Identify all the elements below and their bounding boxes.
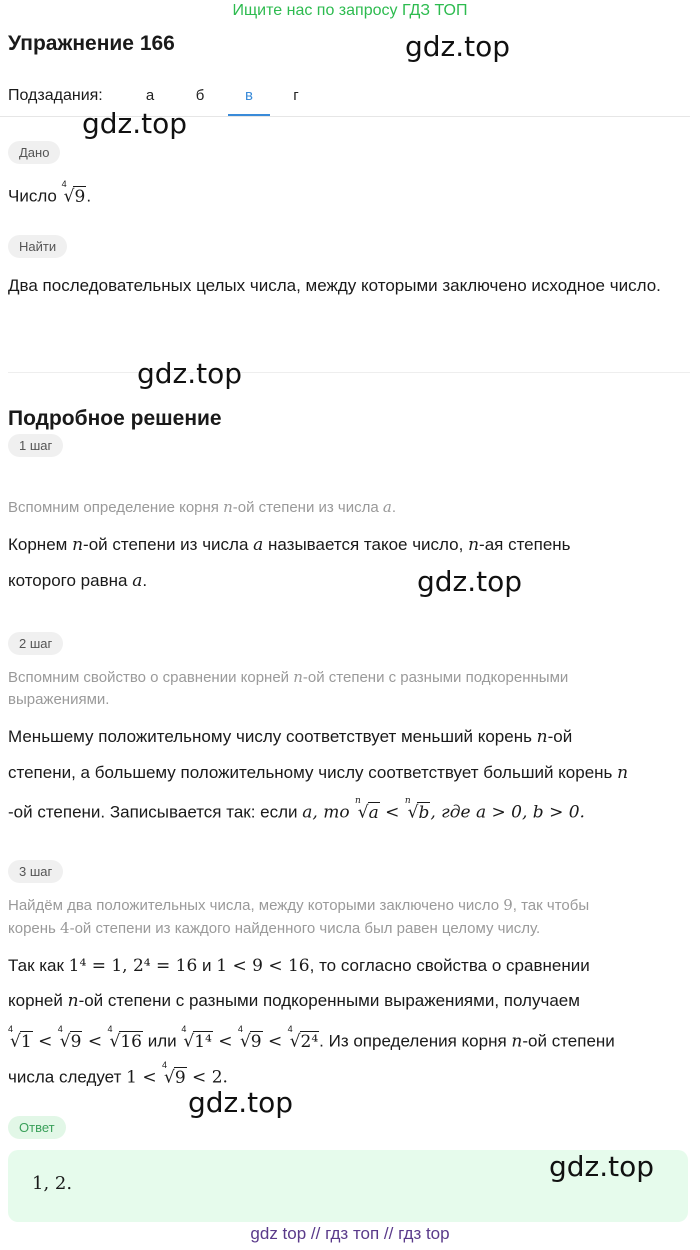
step3-line2: корней n-ой степени с разными подкоренными выражениями, получаем bbox=[8, 991, 580, 1011]
promo-banner[interactable]: Ищите нас по запросу ГДЗ ТОП bbox=[232, 2, 468, 19]
step2-chip: 2 шаг bbox=[8, 632, 63, 655]
footer-links[interactable]: gdz top // гдз топ // гдз top bbox=[250, 1224, 450, 1243]
subtasks-label: Подзадания: bbox=[8, 87, 103, 104]
tab-v[interactable]: в bbox=[245, 87, 253, 104]
step2-hint-1: Вспомним свойство о сравнении корней n-ой степени с разными подкоренными bbox=[8, 668, 569, 686]
find-chip: Найти bbox=[8, 235, 67, 258]
solution-title: Подробное решение bbox=[8, 407, 222, 430]
watermark: gdz.top bbox=[137, 357, 243, 390]
tab-g[interactable]: г bbox=[293, 87, 299, 104]
step1-line1: Корнем n-ой степени из числа a называется такое число, n-ая степень bbox=[8, 535, 571, 555]
watermark: gdz.top bbox=[417, 565, 523, 598]
step3-line1: Так как 1⁴ = 1, 2⁴ = 16 и 1 < 9 < 16, то согласно свойства о сравнении bbox=[8, 956, 590, 976]
answer-chip: Ответ bbox=[8, 1116, 66, 1139]
given-chip: Дано bbox=[8, 141, 60, 164]
step2-line2: степени, а большему положительному числу соответствует больший корень n bbox=[8, 763, 629, 783]
step3-line3: $^4$√1 < $^4$√9 < $^4$√16 или $^4$√1⁴ < $^4$√9 < $^4$√2⁴. Из определения корня n-ой степени bbox=[8, 1024, 615, 1052]
step3-hint-1: Найдём два положительных числа, между которыми заключено число 9, так чтобы bbox=[8, 896, 590, 914]
step1-hint: Вспомним определение корня n-ой степени из числа a. bbox=[8, 498, 397, 516]
step1-chip: 1 шаг bbox=[8, 434, 63, 457]
page-title: Упражнение 166 bbox=[8, 32, 175, 55]
section-divider bbox=[8, 372, 690, 373]
step3-line4: числа следует 1 < $^4$√9 < 2. bbox=[8, 1060, 228, 1088]
active-tab-indicator bbox=[228, 114, 270, 116]
step2-hint-2: выражениями. bbox=[8, 691, 110, 708]
tab-b[interactable]: б bbox=[195, 87, 205, 104]
step2-line1: Меньшему положительному числу соответствует меньший корень n-ой bbox=[8, 727, 573, 747]
given-text: Число $^4$√9. bbox=[8, 174, 690, 215]
watermark: gdz.top bbox=[405, 30, 511, 63]
find-text: Два последовательных целых числа, между которыми заключено исходное число. bbox=[8, 276, 661, 295]
step1-line2: которого равна a. bbox=[8, 571, 148, 591]
step2-line3: -ой степени. Записывается так: если a, то $^n$√a < $^n$√b, где a > 0, b > 0. bbox=[8, 796, 585, 823]
watermark: gdz.top bbox=[82, 107, 188, 140]
tab-a[interactable]: а bbox=[145, 87, 155, 104]
step3-chip: 3 шаг bbox=[8, 860, 63, 883]
answer-text: 1, 2. bbox=[32, 1173, 73, 1194]
step3-hint-2: корень 4-ой степени из каждого найденного числа был равен целому числу. bbox=[8, 919, 541, 937]
watermark: gdz.top bbox=[188, 1086, 294, 1119]
watermark: gdz.top bbox=[549, 1150, 655, 1183]
fourth-root-9: $^4$√9 bbox=[61, 179, 86, 207]
